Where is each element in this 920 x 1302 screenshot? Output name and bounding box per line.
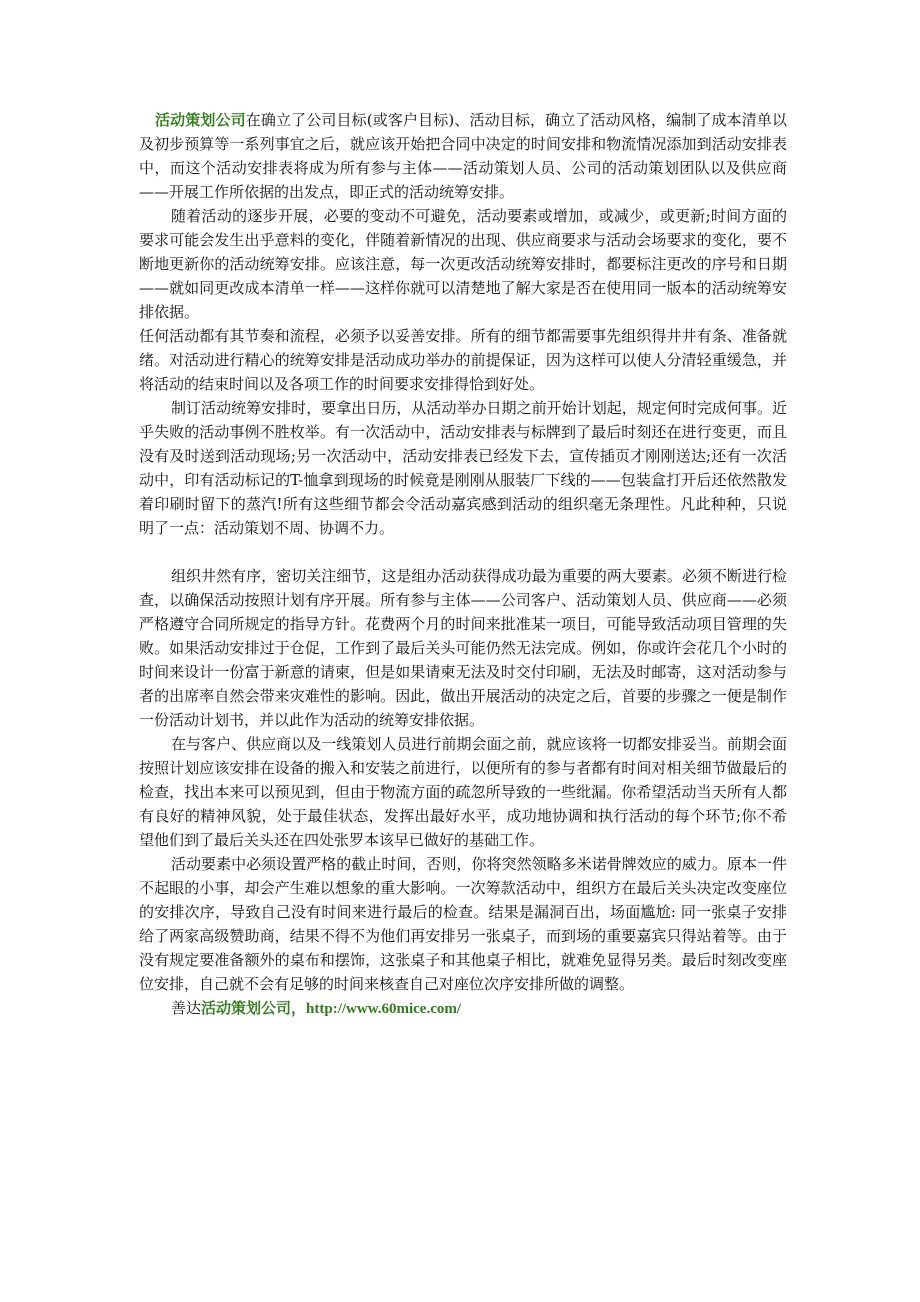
paragraph-2: 随着活动的逐步开展，必要的变动不可避免，活动要素或增加，或减少，或更新;时间方面的要求可能会发生出乎意料的变化，伴随着新情况的出现、供应商要求与活动会场要求的变化，要不断地更新你的活动统筹安排。应该注意，每一次更改活动统筹安排时，都要标注更改的序号和日期——就如同更改成本清单一样——这样你就可以清楚地了解大家是否在使用同一版本的活动统筹安排依据。	[139, 207, 787, 321]
paragraph-1	[139, 108, 787, 204]
paragraph-6: 在与客户、供应商以及一线策划人员进行前期会面之前，就应该将一切都安排妥当。前期会面按照计划应该安排在设备的搬入和安装之前进行，以便所有的参与者都有时间对相关细节做最后的检查，找出本来可以预见到，但由于物流方面的疏忽所导致的一些纰漏。你希望活动当天所有人都有良好的精神风貌，处于最佳状态，发挥出最好水平，成功地协调和执行活动的每个环节;你不希望他们到了最后关头还在四处张罗本该早已做好的基础工作。	[139, 735, 787, 849]
paragraph-3: 任何活动都有其节奏和流程，必须予以妥善安排。所有的细节都需要事先组织得井井有条、准备就绪。对活动进行精心的统筹安排是活动成功举办的前提保证，因为这样可以使人分清轻重缓急，并将活动的结束时间以及各项工作的时间要求安排得恰到好处。	[139, 327, 787, 393]
document-body	[139, 108, 787, 1021]
paragraph-5: 组织井然有序，密切关注细节，这是组办活动获得成功最为重要的两大要素。必须不断进行检查，以确保活动按照计划有序开展。所有参与主体——公司客户、活动策划人员、供应商——必须严格遵守合同所规定的指导方针。花费两个月的时间来批准某一项目，可能导致活动项目管理的失败。如果活动安排过于仓促，工作到了最后关头可能仍然无法完成。例如，你或许会花几个小时的时间来设计一份富于新意的请柬，但是如果请柬无法及时交付印刷，无法及时邮寄，这对活动参与者的出席率自然会带来灾难性的影响。因此，做出开展活动的决定之后，首要的步骤之一便是制作一份活动计划书，并以此作为活动的统筹安排依据。	[139, 567, 787, 729]
paragraph-1-text: 在确立了公司目标(或客户目标)、活动目标，确立了活动风格，编制了成本清单以及初步预算等一系列事宜之后，就应该开始把合同中决定的时间安排和物流情况添加到活动安排表中，而这个活动安排表将成为所有参与主体——活动策划人员、公司的活动策划团队以及供应商——开展工作所依据的出发点，即正式的活动统筹安排。	[139, 111, 787, 201]
paragraph-gap	[139, 540, 787, 564]
footer-separator: ，	[291, 999, 307, 1017]
footer-prefix: 善达	[171, 999, 202, 1017]
footer-url-link[interactable]: http://www.60mice.com/	[306, 1001, 462, 1017]
paragraph-7: 活动要素中必须设置严格的截止时间，否则，你将突然领略多米诺骨牌效应的威力。原本一件不起眼的小事，却会产生难以想象的重大影响。一次筹款活动中，组织方在最后关头决定改变座位的安排次序，导致自己没有时间来进行最后的检查。结果是漏洞百出，场面尴尬: 同一张桌子安排给了两家高级赞助商，结果不得不为他们再安排另一张桌子，而到场的重要嘉宾只得站着等。由于没有规定要准备额外的桌布和摆饰，这张桌子和其他桌子相比，就难免显得另类。最后时刻改变座位安排，自己就不会有足够的时间来核查自己对座位次序安排所做的调整。	[139, 855, 787, 993]
paragraph-4: 制订活动统筹安排时，要拿出日历，从活动举办日期之前开始计划起，规定何时完成何事。近乎失败的活动事例不胜枚举。有一次活动中，活动安排表与标牌到了最后时刻还在进行变更，而且没有及时送到活动现场;另一次活动中，活动安排表已经发下去，宣传插页才刚刚送达;还有一次活动中，印有活动标记的T-恤拿到现场的时候竟是刚刚从服装厂下线的——包装盒打开后还依然散发着印刷时留下的蒸汽!所有这些细节都会令活动嘉宾感到活动的组织毫无条理性。凡此种种，只说明了一点：活动策划不周、协调不力。	[139, 399, 787, 537]
company-link[interactable]: 活动策划公司	[155, 111, 246, 129]
footer-company-link[interactable]: 活动策划公司	[201, 999, 292, 1017]
footer-line	[139, 996, 787, 1021]
